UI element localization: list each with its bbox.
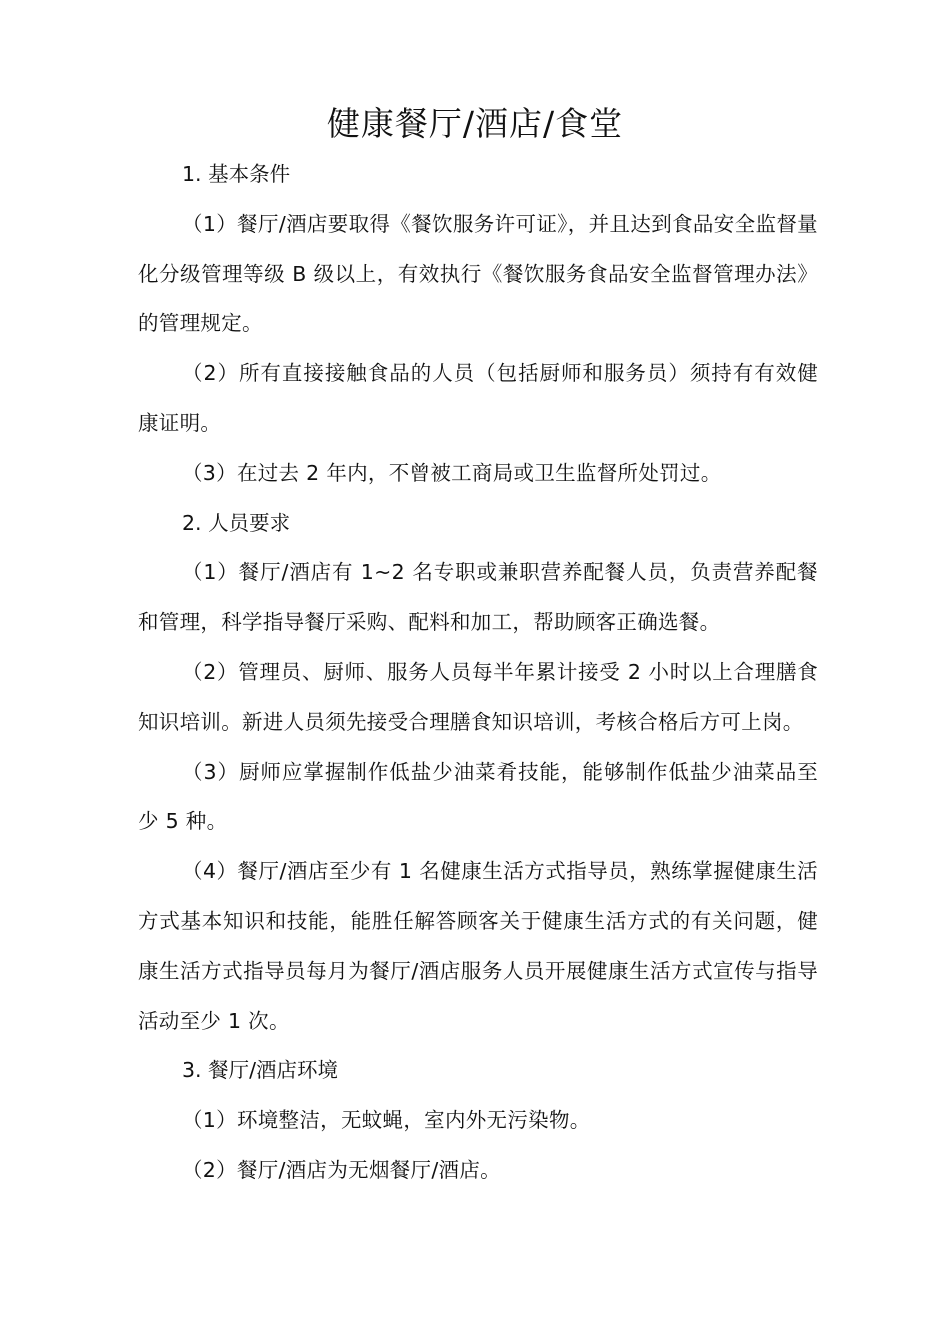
section-heading: 2. 人员要求 — [182, 510, 291, 535]
section-environment — [138, 1046, 818, 1195]
paragraph: （4）餐厅/酒店至少有 1 名健康生活方式指导员，熟练掌握健康生活方式基本知识和技能，能胜任解答顾客关于健康生活方式的有关问题，健康生活方式指导员每月为餐厅/酒店服务人员开展健康生活方式宣传与指导活动至少 1 次。 — [138, 859, 818, 1033]
section-staff-requirements — [138, 499, 818, 1047]
document-body — [138, 150, 818, 1196]
paragraph: （3）厨师应掌握制作低盐少油菜肴技能，能够制作低盐少油菜品至少 5 种。 — [138, 759, 818, 834]
paragraph: （3）在过去 2 年内，不曾被工商局或卫生监督所处罚过。 — [182, 460, 722, 485]
paragraph: （1）环境整洁，无蚊蝇，室内外无污染物。 — [182, 1108, 591, 1133]
paragraph: （1）餐厅/酒店有 1~2 名专职或兼职营养配餐人员，负责营养配餐和管理，科学指导餐厅采购、配料和加工，帮助顾客正确选餐。 — [138, 560, 818, 635]
paragraph: （2）餐厅/酒店为无烟餐厅/酒店。 — [182, 1157, 501, 1182]
paragraph: （1）餐厅/酒店要取得《餐饮服务许可证》，并且达到食品安全监督量化分级管理等级 B 级以上，有效执行《餐饮服务食品安全监督管理办法》的管理规定。 — [138, 211, 818, 336]
paragraph: （2）所有直接接触食品的人员（包括厨师和服务员）须持有有效健康证明。 — [138, 361, 818, 435]
document-title: 健康餐厅/酒店/食堂 — [326, 104, 624, 143]
section-basic-conditions — [138, 150, 818, 499]
paragraph: （2）管理员、厨师、服务人员每半年累计接受 2 小时以上合理膳食知识培训。新进人员须先接受合理膳食知识培训，考核合格后方可上岗。 — [138, 659, 818, 734]
section-heading: 3. 餐厅/酒店环境 — [182, 1058, 338, 1083]
section-heading: 1. 基本条件 — [182, 162, 291, 186]
